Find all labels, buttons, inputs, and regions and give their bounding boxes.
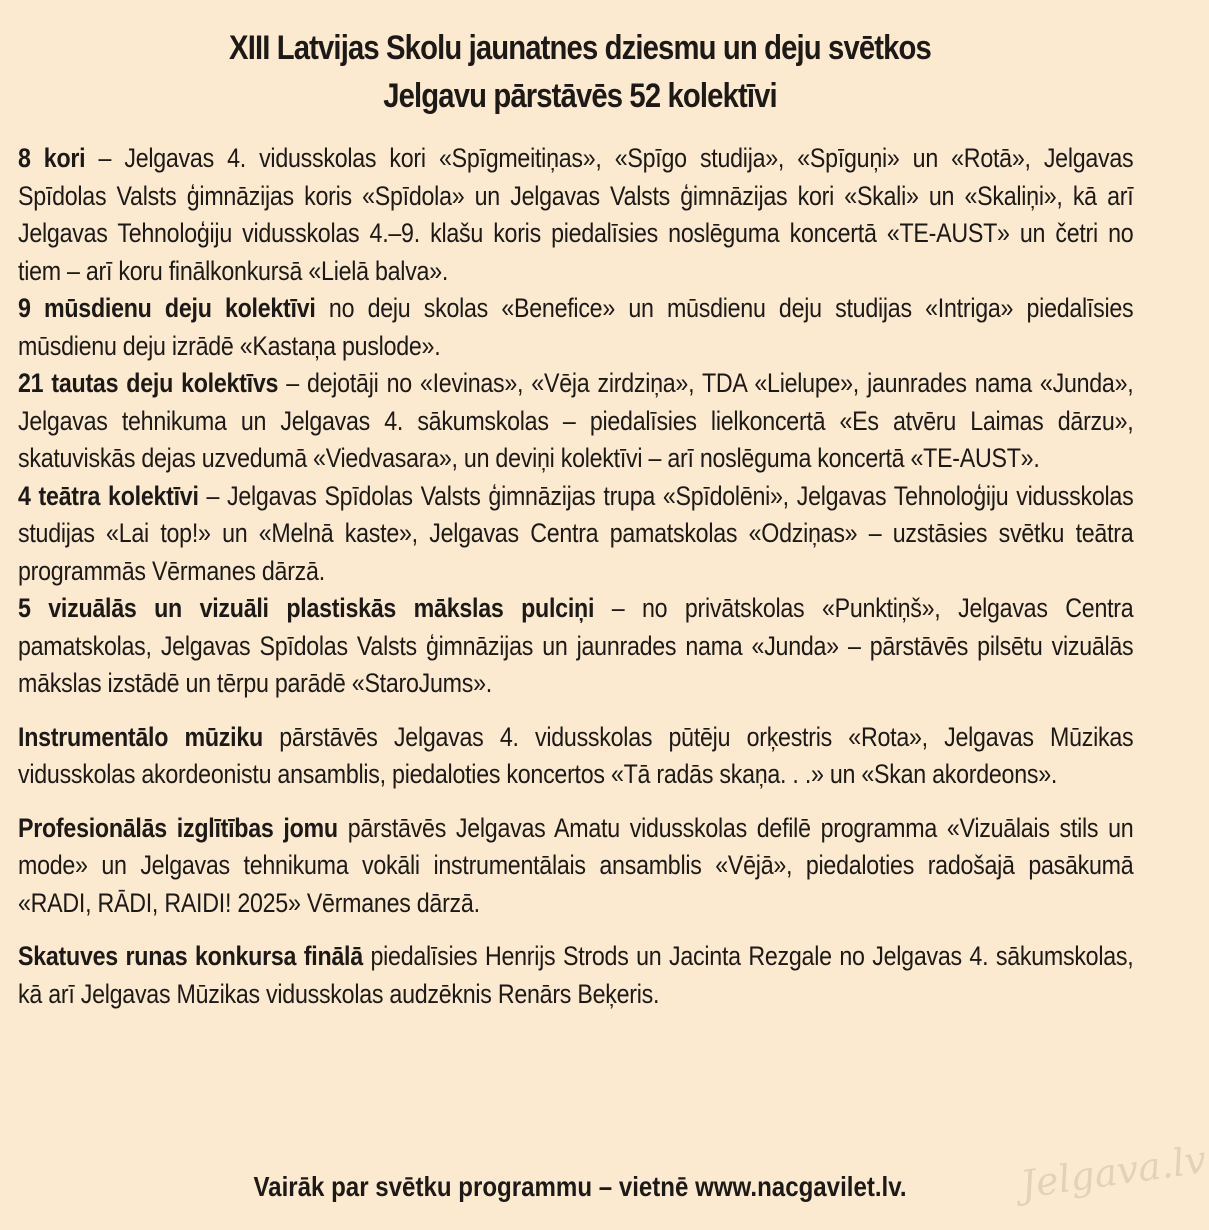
lead-instrumental: Instrumentālo mūziku	[18, 721, 263, 752]
article-body	[18, 140, 1133, 1013]
headline-line-2: Jelgavu pārstāvēs 52 kolektīvi	[383, 77, 777, 115]
lead-theatre: 4 teātra kolektīvi	[18, 480, 199, 511]
lead-choirs: 8 kori	[18, 143, 86, 173]
lead-modern-dance: 9 mūsdienu deju kolektīvi	[18, 293, 316, 323]
text-instrumental: pārstāvēs Jelgavas 4. vidusskolas pūtēju orķestris «Rota», Jelgavas Mūzikas vidusskolas akordeonistu ansamblis, piedaloties koncertos «Tā radās skaņa. . .» un «Skan akordeons».	[18, 721, 1134, 789]
lead-folk-dance: 21 tautas deju kolektīvs	[18, 368, 279, 398]
footer-note: Vairāk par svētku programmu – vietnē www.nacgavilet.lv.	[253, 1171, 907, 1202]
paragraph-vocational	[18, 810, 1133, 923]
paragraph-modern-dance	[18, 290, 1133, 365]
text-modern-dance: no deju skolas «Benefice» un mūsdienu deju studijas «Intriga» piedalīsies mūsdienu deju izrādē «Kastaņa puslode».	[18, 293, 1134, 361]
text-vocational: pārstāvēs Jelgavas Amatu vidusskolas defilē programma «Vizuālais stils un mode» un Jelgavas tehnikuma vokāli instrumentālais ansamblis «Vējā», piedaloties radošajā pasākumā «RADI, RĀDI, RAIDI! 2025» Vērmanes dārzā.	[18, 812, 1134, 918]
paragraph-visual-art	[18, 590, 1133, 703]
paragraph-theatre	[18, 478, 1133, 591]
text-folk-dance: – dejotāji no «Ievinas», «Vēja zirdziņa», TDA «Lielupe», jaunrades nama «Junda», Jelgavas tehnikuma un Jelgavas 4. sākumskolas – piedalīsies lielkoncertā «Es atvēru Laimas dārzu», skatuviskās dejas uzvedumā «Viedvasara», un deviņi kolektīvi – arī noslēguma koncertā «TE-AUST».	[18, 368, 1134, 473]
lead-visual-art: 5 vizuālās un vizuāli plastiskās mākslas pulciņi	[18, 593, 595, 623]
paragraph-stage-speech	[18, 938, 1133, 1013]
lead-stage-speech: Skatuves runas konkursa finālā	[18, 941, 363, 971]
text-stage-speech: piedalīsies Henrijs Strods un Jacinta Rezgale no Jelgavas 4. sākumskolas, kā arī Jelgavas Mūzikas vidusskolas audzēknis Renārs Beķeris.	[18, 941, 1134, 1009]
paragraph-folk-dance	[18, 365, 1133, 478]
text-theatre: – Jelgavas Spīdolas Valsts ģimnāzijas trupa «Spīdolēni», Jelgavas Tehnoloģiju vidusskolas studijas «Lai top!» un «Melnā kaste», Jelgavas Centra pamatskolas «Odziņas» – uzstāsies svētku teātra programmās Vērmanes dārzā.	[18, 480, 1134, 586]
lead-vocational: Profesionālās izglītības jomu	[18, 812, 338, 843]
paragraph-choirs	[18, 140, 1133, 290]
paragraph-instrumental	[18, 719, 1133, 794]
text-visual-art: – no privātskolas «Punktiņš», Jelgavas Centra pamatskolas, Jelgavas Spīdolas Valsts ģimnāzijas un jaunrades nama «Junda» – pārstāvēs pilsētu vizuālās mākslas izstādē un tērpu parādē «StaroJums».	[18, 593, 1134, 698]
text-choirs: – Jelgavas 4. vidusskolas kori «Spīgmeitiņas», «Spīgo studija», «Spīguņi» un «Rotā», Jelgavas Spīdolas Valsts ģimnāzijas koris «Spīdola» un Jelgavas Valsts ģimnāzijas kori «Skali» un «Skaliņi», kā arī Jelgavas Tehnoloģiju vidusskolas 4.–9. klašu koris piedalīsies noslēguma koncertā «TE-AUST» un četri no tiem – arī koru finālkonkursā «Lielā balva».	[18, 143, 1134, 286]
watermark-logo: Jelgava.lv	[1017, 1137, 1209, 1207]
headline-line-1: XIII Latvijas Skolu jaunatnes dziesmu un deju svētkos	[229, 29, 931, 67]
